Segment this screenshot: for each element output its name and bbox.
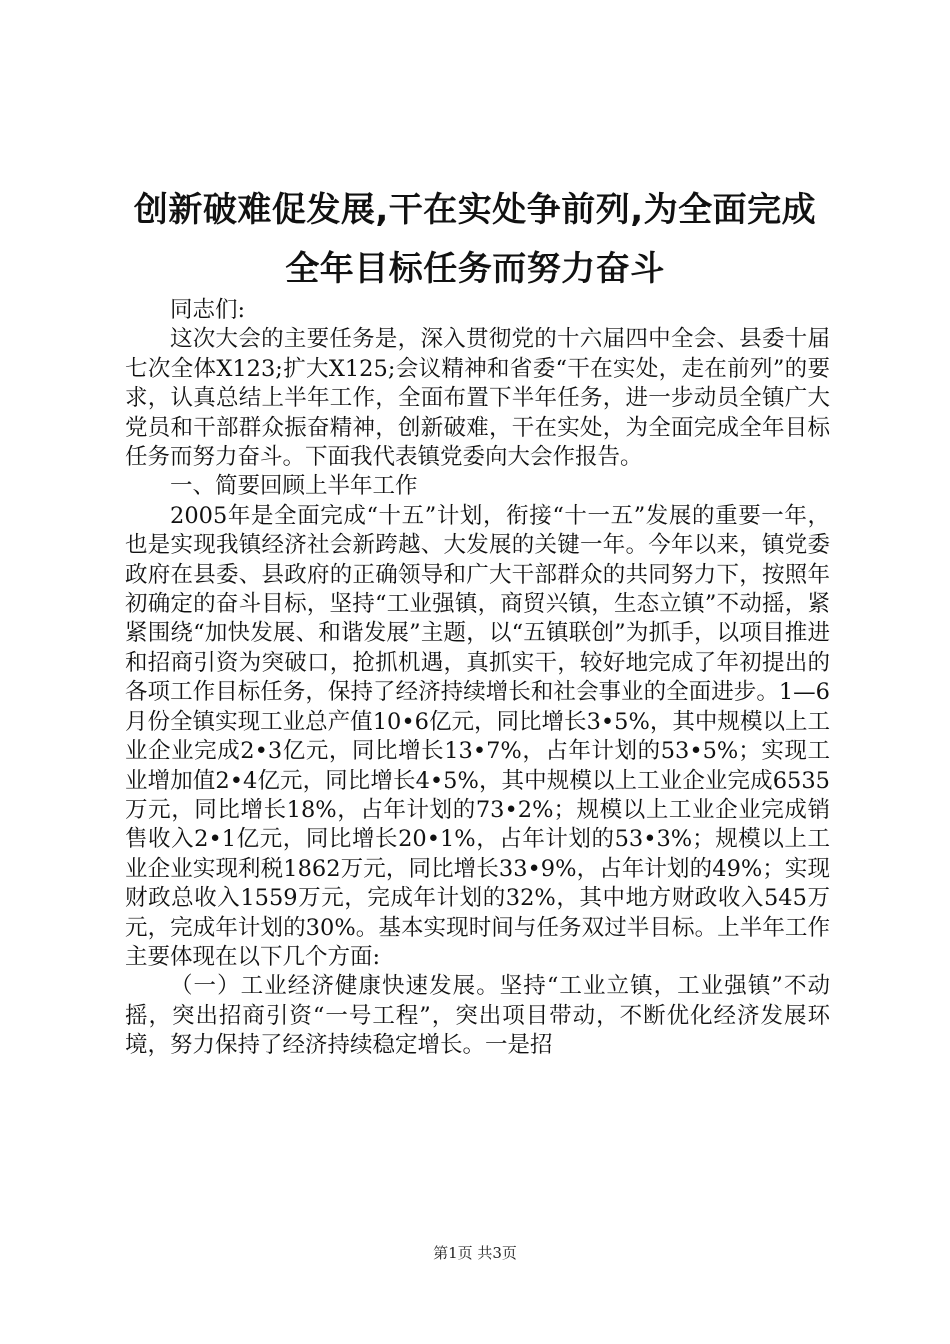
subsection-paragraph: （一）工业经济健康快速发展。坚持“工业立镇，工业强镇”不动摇，突出招商引资“一号工程”，突出项目带动，不断优化经济发展环境，努力保持了经济持续稳定增长。一是招 — [125, 973, 830, 1059]
document-title-line-1: 创新破难促发展,干在实处争前列,为全面完成 — [133, 190, 817, 230]
intro-paragraph: 这次大会的主要任务是，深入贯彻党的十六届四中全会、县委十届七次全体X123;扩大X125;会议精神和省委“干在实处，走在前列”的要求，认真总结上半年工作，全面布置下半年任务，进一步动员全镇广大党员和干部群众振奋精神，创新破难，干在实处，为全面完成全年目标任务而努力奋斗。下面我代表镇党委向大会作报告。 — [125, 326, 830, 471]
section-heading: 一、简要回顾上半年工作 — [170, 473, 418, 500]
document-title-line-2: 全年目标任务而努力奋斗 — [285, 249, 665, 289]
review-paragraph: 2005年是全面完成“十五”计划，衔接“十一五”发展的重要一年，也是实现我镇经济社会新跨越、大发展的关键一年。今年以来，镇党委政府在县委、县政府的正确领导和广大干部群众的共同努力下，按照年初确定的奋斗目标，坚持“工业强镇，商贸兴镇，生态立镇”不动摇，紧紧围绕“加快发展、和谐发展”主题，以“五镇联创”为抓手，以项目推进和招商引资为突破口，抢抓机遇，真抓实干，较好地完成了年初提出的各项工作目标任务，保持了经济持续增长和社会事业的全面进步。1—6月份全镇实现工业总产值10•6亿元，同比增长3•5%，其中规模以上工业企业完成2•3亿元，同比增长13•7%，占年计划的53•5%；实现工业增加值2•4亿元，同比增长4•5%，其中规模以上工业企业完成6535万元，同比增长18%，占年计划的73•2%；规模以上工业企业完成销售收入2•1亿元，同比增长20•1%，占年计划的53•3%；规模以上工业企业实现利税1862万元，同比增长33•9%，占年计划的49%；实现财政总收入1559万元，完成年计划的32%，其中地方财政收入545万元，完成年计划的30%。基本实现时间与任务双过半目标。上半年工作主要体现在以下几个方面: — [125, 502, 830, 970]
page-number-footer: 第1页 共3页 — [433, 1244, 517, 1262]
document-body — [125, 296, 830, 1061]
salutation: 同志们: — [170, 297, 246, 323]
